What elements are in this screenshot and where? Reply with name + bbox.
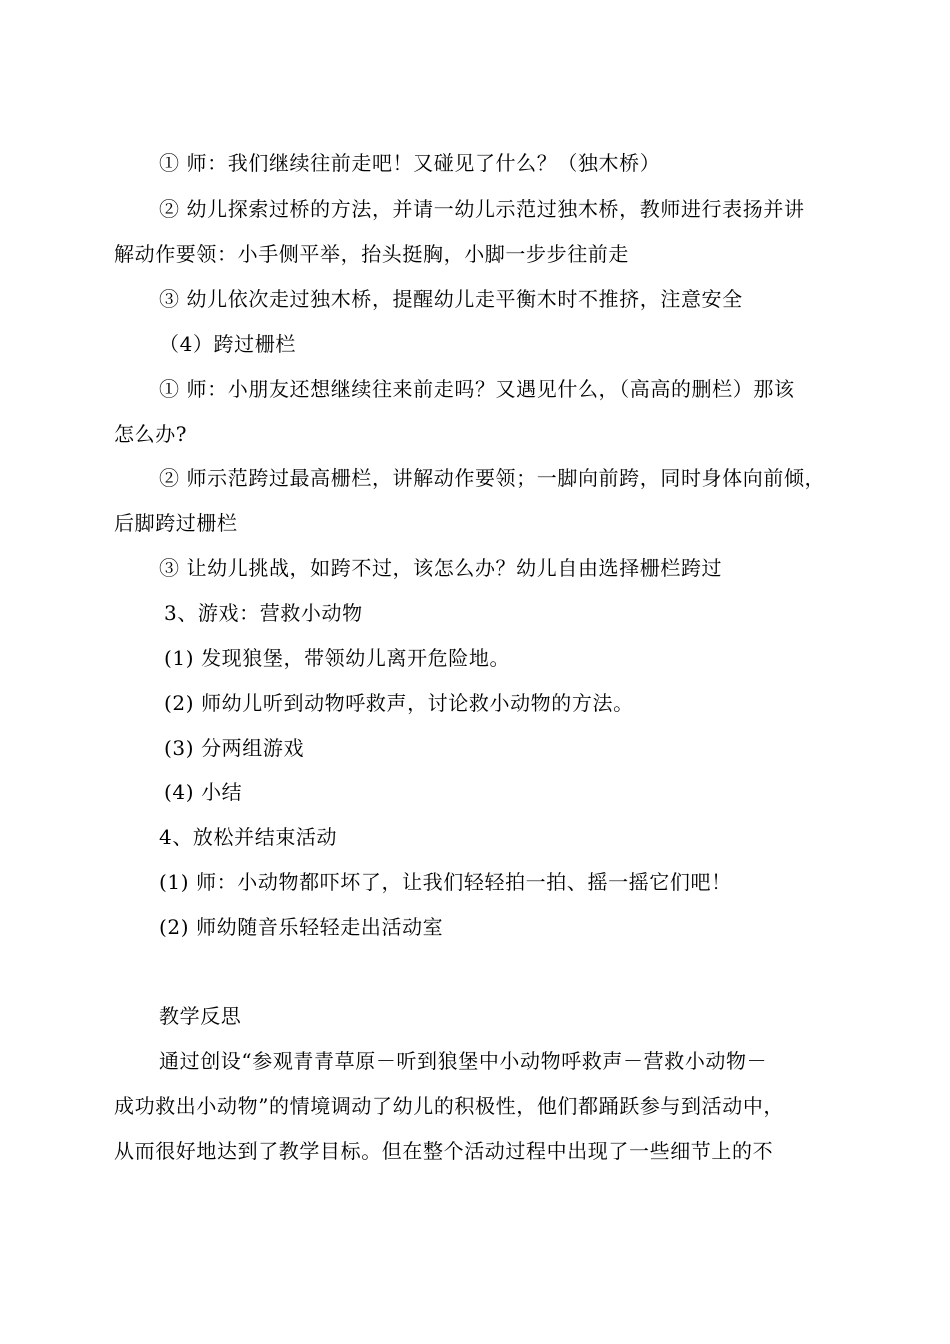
text-line-6: ① 师：小朋友还想继续往来前走吗？又遇见什么，（高高的删栏）那该	[159, 377, 795, 401]
reflection-line-2: 成功救出小动物”的情境调动了幼儿的积极性，他们都踊跃参与到活动中，	[114, 1094, 785, 1118]
section-heading-game: 3、游戏：营救小动物	[164, 601, 363, 625]
list-item-3: (3) 分两组游戏	[164, 736, 305, 760]
section-heading-relax: 4、放松并结束活动	[159, 825, 338, 849]
text-line-2: ② 幼儿探索过桥的方法，并请一幼儿示范过独木桥，教师进行表扬并讲	[159, 197, 805, 221]
list-item-6: (2) 师幼随音乐轻轻走出活动室	[159, 915, 444, 939]
list-item-2: (2) 师幼儿听到动物呼救声，讨论救小动物的方法。	[164, 691, 634, 715]
text-line-4: ③ 幼儿依次走过独木桥，提醒幼儿走平衡木时不推挤，注意安全	[159, 287, 743, 311]
section-heading-step4: （4）跨过栅栏	[159, 332, 296, 356]
text-line-3: 解动作要领：小手侧平举，抬头挺胸，小脚一步步往前走	[114, 242, 629, 266]
list-item-4: (4) 小结	[164, 780, 243, 804]
reflection-line-3: 从而很好地达到了教学目标。但在整个活动过程中出现了一些细节上的不	[114, 1139, 774, 1163]
text-line-9: 后脚跨过栅栏	[114, 511, 238, 535]
text-line-10: ③ 让幼儿挑战，如跨不过，该怎么办？幼儿自由选择栅栏跨过	[159, 556, 723, 580]
text-line-8: ② 师示范跨过最高栅栏，讲解动作要领；一脚向前跨，同时身体向前倾，	[159, 466, 826, 490]
section-heading-reflection: 教学反思	[159, 1004, 242, 1028]
reflection-line-1: 通过创设“参观青青草原－听到狼堡中小动物呼救声－营救小动物－	[159, 1049, 768, 1073]
list-item-1: (1) 发现狼堡，带领幼儿离开危险地。	[164, 646, 511, 670]
text-line-7: 怎么办?	[114, 422, 188, 446]
list-item-5: (1) 师：小动物都吓坏了，让我们轻轻拍一拍、摇一摇它们吧！	[159, 870, 732, 894]
text-line-1: ① 师：我们继续往前走吧！又碰见了什么？（独木桥）	[159, 151, 661, 175]
